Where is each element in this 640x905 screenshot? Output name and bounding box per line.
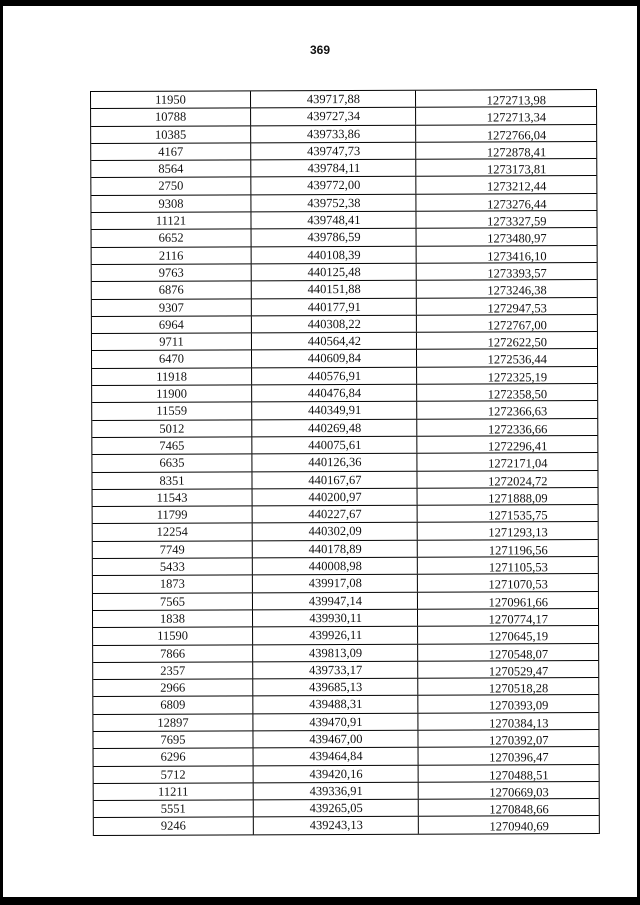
table-row xyxy=(93,678,598,697)
x-coordinate-cell: 439265,05 xyxy=(254,800,419,817)
y-coordinate-cell: 1272713,34 xyxy=(486,110,547,125)
table-row xyxy=(92,471,597,490)
table-row xyxy=(93,540,598,559)
y-coordinate-cell: 1272767,00 xyxy=(487,318,547,333)
y-coordinate-cell: 1272947,53 xyxy=(487,300,547,316)
page-number: 369 xyxy=(309,43,331,57)
x-coordinate-cell: 439747,73 xyxy=(251,143,416,160)
x-coordinate-cell: 440177,91 xyxy=(252,298,417,315)
table-row xyxy=(92,263,597,282)
x-coordinate-cell: 439488,31 xyxy=(253,696,418,713)
point-id-cell: 11799 xyxy=(93,507,253,524)
x-coordinate-cell: 439420,16 xyxy=(254,765,419,782)
y-coordinate-cell: 1272878,41 xyxy=(486,145,547,160)
table-row xyxy=(93,661,598,680)
point-id-cell: 7695 xyxy=(93,731,253,748)
x-coordinate-cell: 439786,59 xyxy=(252,229,417,246)
point-id-cell: 2357 xyxy=(93,662,253,679)
table-row xyxy=(92,367,597,386)
table-row xyxy=(91,90,596,109)
point-id-cell: 9763 xyxy=(92,264,252,281)
point-id-cell: 9307 xyxy=(92,299,252,316)
table-row xyxy=(93,557,598,576)
x-coordinate-cell: 439733,17 xyxy=(253,662,418,679)
table-row xyxy=(94,817,599,836)
table-row xyxy=(93,626,598,645)
x-coordinate-cell: 439727,34 xyxy=(251,108,416,125)
point-id-cell: 6652 xyxy=(92,230,252,247)
table-row xyxy=(91,211,596,230)
x-coordinate-cell: 440476,84 xyxy=(252,385,417,402)
y-coordinate-cell: 1273327,59 xyxy=(487,214,547,229)
x-coordinate-cell: 439467,00 xyxy=(253,731,418,748)
table-row xyxy=(93,644,598,663)
table-row xyxy=(93,574,598,593)
table-row xyxy=(93,505,598,524)
x-coordinate-cell: 440227,67 xyxy=(253,506,418,523)
x-coordinate-cell: 439464,84 xyxy=(254,748,419,765)
point-id-cell: 12897 xyxy=(93,714,253,731)
y-coordinate-cell: 1270961,66 xyxy=(488,594,548,610)
y-coordinate-cell: 1270774,17 xyxy=(488,612,549,627)
table-row xyxy=(93,488,598,507)
table-row xyxy=(91,142,596,161)
point-id-cell: 11590 xyxy=(93,628,253,645)
x-coordinate-cell: 440126,36 xyxy=(252,454,417,471)
point-id-cell: 6296 xyxy=(94,749,254,766)
y-coordinate-cell: 1272358,50 xyxy=(487,387,548,402)
x-coordinate-cell: 439243,13 xyxy=(254,817,419,834)
table-row xyxy=(91,194,596,213)
point-id-cell: 11543 xyxy=(93,489,253,506)
point-id-cell: 7866 xyxy=(93,645,253,662)
table-row xyxy=(92,280,597,299)
y-coordinate-cell: 1272366,63 xyxy=(487,404,548,419)
x-coordinate-cell: 440609,84 xyxy=(252,350,417,367)
x-coordinate-cell: 439470,91 xyxy=(253,713,418,730)
table-row xyxy=(91,177,596,196)
y-coordinate-cell: 1271535,75 xyxy=(488,508,548,523)
x-coordinate-cell: 439784,11 xyxy=(251,160,416,177)
y-coordinate-cell: 1272622,50 xyxy=(487,335,547,350)
point-id-cell: 12254 xyxy=(93,524,253,541)
x-coordinate-cell: 440302,09 xyxy=(253,523,418,540)
point-id-cell: 9246 xyxy=(94,818,254,835)
y-coordinate-cell: 1270518,28 xyxy=(488,681,549,696)
point-id-cell: 9308 xyxy=(91,195,251,212)
y-coordinate-cell: 1270669,03 xyxy=(489,785,549,800)
point-id-cell: 7749 xyxy=(93,541,253,558)
coordinates-table xyxy=(90,89,600,836)
y-coordinate-cell: 1271105,53 xyxy=(488,560,548,575)
point-id-cell: 6964 xyxy=(92,316,252,333)
y-coordinate-cell: 1270392,07 xyxy=(489,733,549,748)
point-id-cell: 11559 xyxy=(92,403,252,420)
table-row xyxy=(92,315,597,334)
table-row xyxy=(93,522,598,541)
x-coordinate-cell: 440125,48 xyxy=(252,264,417,281)
y-coordinate-cell: 1271293,13 xyxy=(488,525,548,540)
table-row xyxy=(94,747,599,766)
x-coordinate-cell: 440564,42 xyxy=(252,333,417,350)
point-id-cell: 7565 xyxy=(93,593,253,610)
x-coordinate-cell: 439336,91 xyxy=(254,783,419,800)
y-coordinate-cell: 1270396,47 xyxy=(489,750,549,765)
table-row xyxy=(91,159,596,178)
point-id-cell: 5433 xyxy=(93,558,253,575)
y-coordinate-cell: 1270529,47 xyxy=(488,664,549,679)
table-row xyxy=(94,799,599,818)
table-row xyxy=(92,228,597,247)
table-row xyxy=(92,384,597,403)
x-coordinate-cell: 440151,88 xyxy=(252,281,417,298)
x-coordinate-cell: 440349,91 xyxy=(252,402,417,419)
x-coordinate-cell: 440200,97 xyxy=(253,489,418,506)
point-id-cell: 6876 xyxy=(92,282,252,299)
point-id-cell: 11950 xyxy=(91,91,251,108)
x-coordinate-cell: 439752,38 xyxy=(251,195,416,212)
point-id-cell: 10788 xyxy=(91,109,251,126)
x-coordinate-cell: 439917,08 xyxy=(253,575,418,592)
x-coordinate-cell: 440008,98 xyxy=(253,558,418,575)
y-coordinate-cell: 1271070,53 xyxy=(488,577,548,592)
y-coordinate-cell: 1273276,44 xyxy=(487,197,547,212)
table-row xyxy=(93,592,598,611)
y-coordinate-cell: 1273246,38 xyxy=(487,283,547,298)
y-coordinate-cell: 1271196,56 xyxy=(488,542,548,558)
table-row xyxy=(92,453,597,472)
point-id-cell: 11211 xyxy=(94,783,254,800)
y-coordinate-cell: 1270384,13 xyxy=(489,715,549,731)
x-coordinate-cell: 440308,22 xyxy=(252,316,417,333)
x-coordinate-cell: 440108,39 xyxy=(252,246,417,263)
table-row xyxy=(92,401,597,420)
y-coordinate-cell: 1273212,44 xyxy=(486,179,547,194)
table-row xyxy=(93,713,598,732)
point-id-cell: 2966 xyxy=(93,679,253,696)
y-coordinate-cell: 1270548,07 xyxy=(488,646,549,661)
x-coordinate-cell: 440075,61 xyxy=(252,437,417,454)
y-coordinate-cell: 1272536,44 xyxy=(487,352,548,367)
point-id-cell: 9711 xyxy=(92,334,252,351)
x-coordinate-cell: 439685,13 xyxy=(253,679,418,696)
table-row xyxy=(93,609,598,628)
table-row xyxy=(94,782,599,801)
table-row xyxy=(93,695,598,714)
point-id-cell: 8564 xyxy=(91,161,251,178)
y-coordinate-cell: 1273480,97 xyxy=(487,231,547,246)
y-coordinate-cell: 1270645,19 xyxy=(488,629,549,644)
table-row xyxy=(92,350,597,369)
y-coordinate-cell: 1272296,41 xyxy=(487,439,548,454)
table-row xyxy=(92,436,597,455)
table-row xyxy=(91,107,596,126)
point-id-cell: 10385 xyxy=(91,126,251,143)
y-coordinate-cell: 1272024,72 xyxy=(488,473,548,489)
table-row xyxy=(92,332,597,351)
table-row xyxy=(93,730,598,749)
x-coordinate-cell: 439947,14 xyxy=(253,592,418,609)
scan-border-left xyxy=(0,0,3,905)
x-coordinate-cell: 440576,91 xyxy=(252,367,417,384)
point-id-cell: 1873 xyxy=(93,576,253,593)
point-id-cell: 2116 xyxy=(92,247,252,264)
point-id-cell: 5012 xyxy=(92,420,252,437)
point-id-cell: 2750 xyxy=(91,178,251,195)
y-coordinate-cell: 1273393,57 xyxy=(487,266,547,281)
y-coordinate-cell: 1273173,81 xyxy=(486,162,547,177)
table-row xyxy=(92,246,597,265)
x-coordinate-cell: 439813,09 xyxy=(253,644,418,661)
point-id-cell: 11121 xyxy=(91,212,251,229)
y-coordinate-cell: 1270488,51 xyxy=(489,767,549,783)
x-coordinate-cell: 439926,11 xyxy=(253,627,418,644)
y-coordinate-cell: 1272713,98 xyxy=(486,93,547,108)
x-coordinate-cell: 439733,86 xyxy=(251,125,416,142)
point-id-cell: 7465 xyxy=(92,437,252,454)
point-id-cell: 8351 xyxy=(92,472,252,489)
y-coordinate-cell: 1271888,09 xyxy=(488,491,548,506)
point-id-cell: 1838 xyxy=(93,610,253,627)
x-coordinate-cell: 439717,88 xyxy=(251,91,416,108)
y-coordinate-cell: 1272336,66 xyxy=(487,421,548,437)
point-id-cell: 6635 xyxy=(92,455,252,472)
point-id-cell: 6470 xyxy=(92,351,252,368)
scan-border-top xyxy=(0,0,640,6)
x-coordinate-cell: 440178,89 xyxy=(253,540,418,557)
point-id-cell: 5551 xyxy=(94,801,254,818)
table-row xyxy=(92,419,597,438)
x-coordinate-cell: 440269,48 xyxy=(252,419,417,436)
y-coordinate-cell: 1273416,10 xyxy=(487,248,547,264)
y-coordinate-cell: 1272171,04 xyxy=(488,456,548,471)
point-id-cell: 4167 xyxy=(91,143,251,160)
table-row xyxy=(91,125,596,144)
point-id-cell: 11918 xyxy=(92,368,252,385)
point-id-cell: 11900 xyxy=(92,385,252,402)
y-coordinate-cell: 1270848,66 xyxy=(489,802,549,817)
y-coordinate-cell: 1272325,19 xyxy=(487,369,548,385)
x-coordinate-cell: 439772,00 xyxy=(251,177,416,194)
x-coordinate-cell: 439748,41 xyxy=(251,212,416,229)
point-id-cell: 6809 xyxy=(93,697,253,714)
x-coordinate-cell: 439930,11 xyxy=(253,610,418,627)
y-coordinate-cell: 1270940,69 xyxy=(489,819,549,834)
scan-border-bottom xyxy=(0,897,640,905)
table-row xyxy=(94,765,599,784)
x-coordinate-cell: 440167,67 xyxy=(252,471,417,488)
y-coordinate-cell: 1272766,04 xyxy=(486,127,547,143)
point-id-cell: 5712 xyxy=(94,766,254,783)
y-coordinate-cell: 1270393,09 xyxy=(488,698,549,713)
table-row xyxy=(92,298,597,317)
